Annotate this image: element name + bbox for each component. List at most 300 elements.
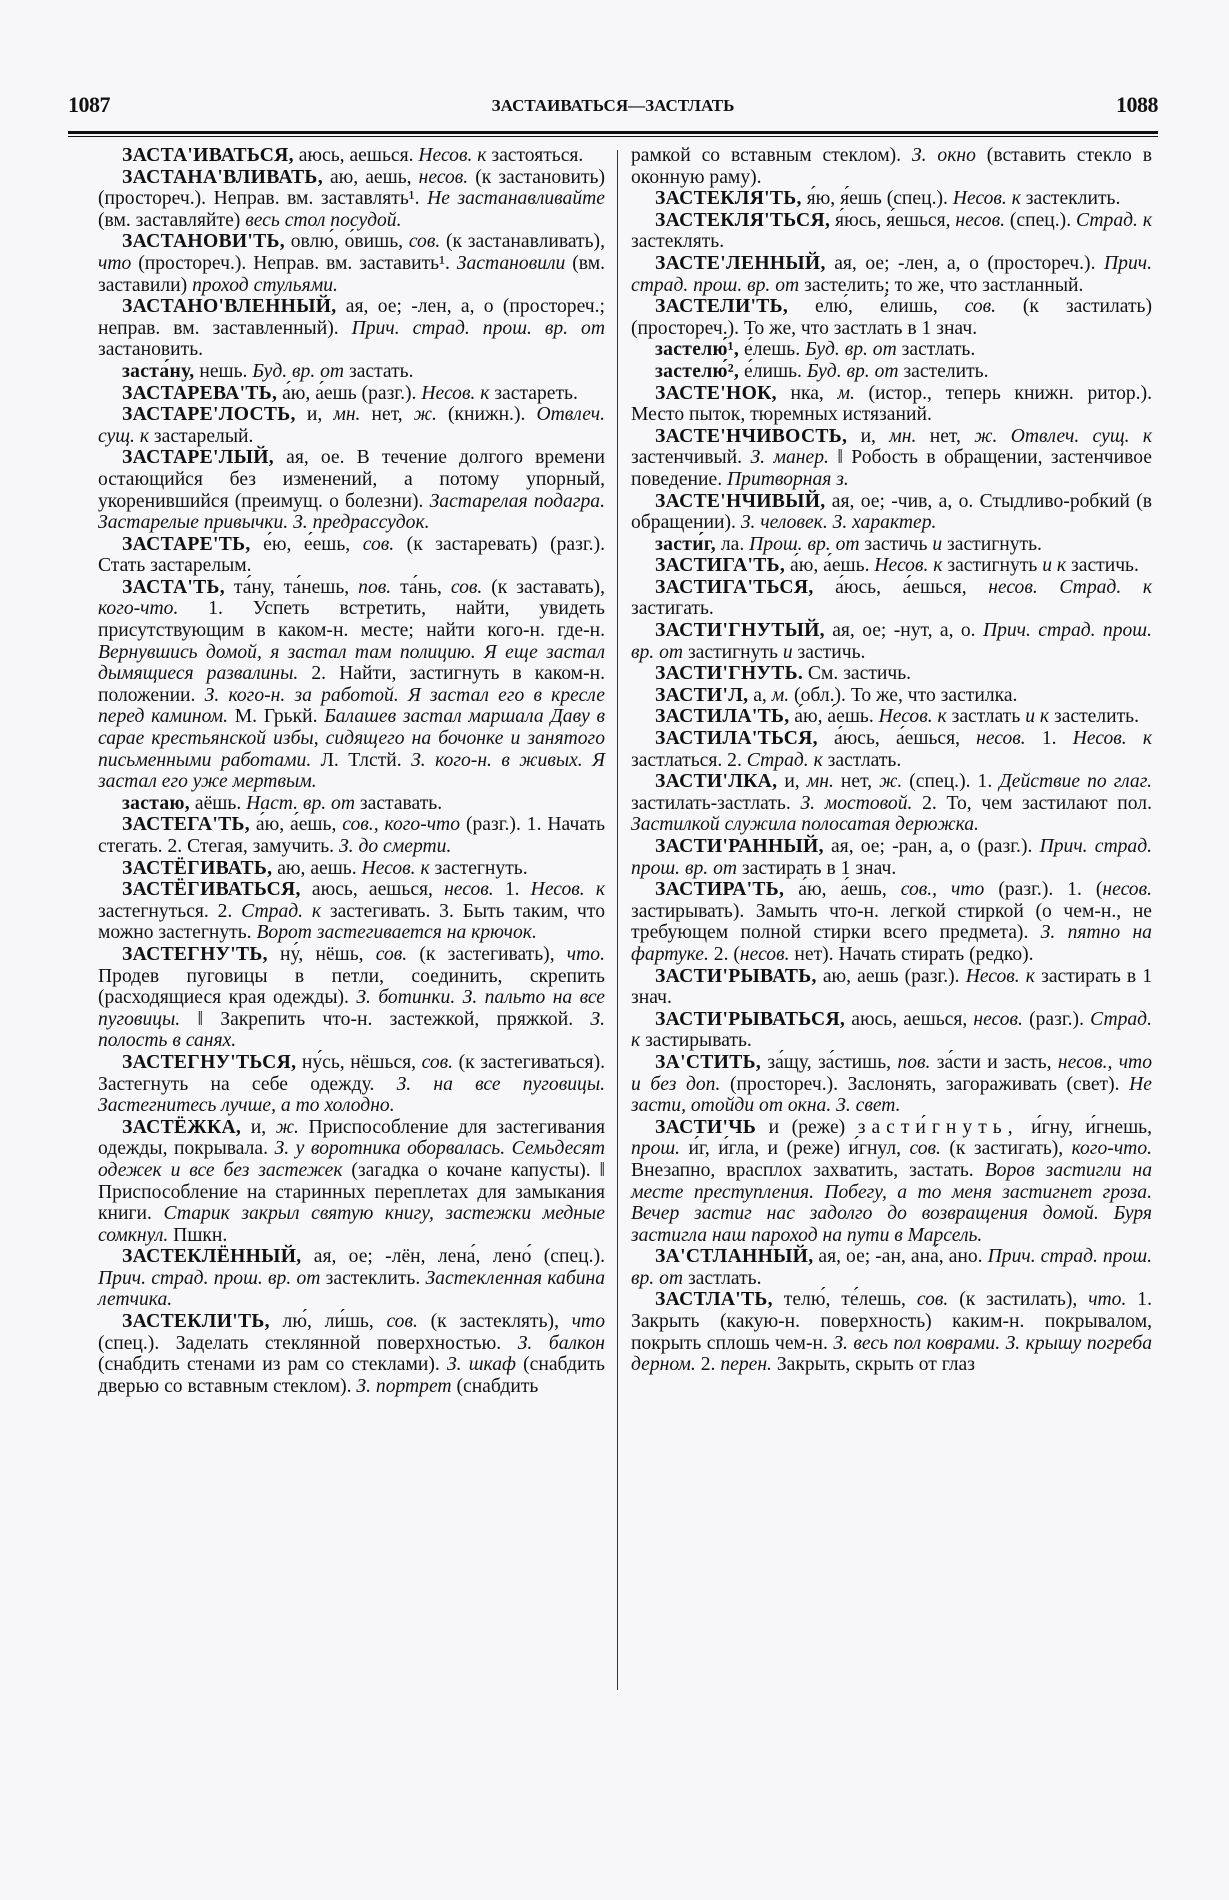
italic-text: кого-что. — [1071, 1138, 1153, 1160]
italic-text: ж. — [879, 771, 903, 793]
dictionary-entry — [98, 814, 605, 857]
entry-text: 1. Успеть встретить, найти, увидеть присутствующим в каком-н. месте; найти кого-н. где-н. — [98, 598, 605, 642]
entry-text: (вставить стекло в оконную раму). — [631, 145, 1152, 188]
headword: ЗА'СТИТЬ, — [655, 1051, 762, 1073]
headword: ЗАСТЕКЛЯ'ТЬ, — [655, 188, 802, 210]
italic-text: Буд. вр. от — [805, 339, 897, 361]
entry-text: я́ю, я́ешь (спец.). — [801, 188, 953, 210]
headword: ЗАСТЁГИВАТЬСЯ, — [122, 879, 301, 901]
italic-text: Страд. к — [746, 749, 823, 771]
italic-text: З. пятно на фартуке. — [631, 922, 1152, 965]
entry-text: (к застановить) (простореч.). Неправ. вм. заставлять¹. — [98, 166, 605, 210]
entry-text: (книжн.). — [436, 404, 537, 426]
entry-text: нет). Начать стирать (редко). — [789, 943, 1034, 965]
headword: застелю́², — [655, 360, 740, 382]
italic-text: Застилкой служила полосатая дерюжка. — [631, 814, 979, 836]
dictionary-entry — [98, 944, 605, 1052]
headword: ЗАСТЕ'НЧИВОСТЬ, — [655, 425, 848, 447]
headword: ЗАСТЕКЛЁННЫЙ, — [122, 1246, 302, 1268]
running-title: ЗАСТАИВАТЬСЯ—ЗАСТЛАТЬ — [491, 96, 735, 115]
entry-text: См. застичь. — [803, 663, 912, 685]
dictionary-entry — [631, 253, 1152, 296]
dictionary-entry — [98, 404, 605, 447]
entry-text: застирать в 1 знач. — [631, 965, 1153, 1009]
column-divider — [617, 150, 618, 1690]
italic-text: Действие по глаг. — [999, 771, 1153, 793]
dictionary-entry — [631, 1009, 1152, 1052]
entry-text: застигнуть — [942, 555, 1043, 577]
entry-text: (к застанавливать), — [440, 231, 605, 253]
dictionary-entry — [98, 361, 605, 383]
headword: ЗАСТИ'ЛКА, — [655, 771, 778, 793]
italic-text: Не засти, отойди от окна. З. свет. — [631, 1073, 1153, 1117]
dictionary-entry — [98, 145, 605, 167]
headword: ЗАСТЕЛИ'ТЬ, — [655, 296, 789, 318]
entry-text: (к застилать), — [948, 1289, 1089, 1311]
entry-text: (загадка о кочане капусты). ‖ Приспособление на старинных переплетах для замыкания книги. — [98, 1159, 605, 1225]
italic-text: З. кого-н. за работой. Я застал его в кресле перед камином. — [98, 684, 605, 728]
dictionary-entry — [98, 534, 605, 577]
entry-text: ну́сь, нёшься, — [296, 1051, 422, 1073]
entry-text: я́юсь, я́ешься, — [830, 209, 956, 231]
italic-text: Страд. к — [241, 900, 322, 922]
entry-text: нет, — [833, 771, 880, 793]
italic-text: Несов. к — [874, 555, 943, 577]
italic-text: несов. — [976, 728, 1026, 750]
italic-text: Отвлеч. сущ. к — [98, 404, 605, 447]
headword: ЗАСТАРЕВА'ТЬ, — [122, 382, 278, 404]
italic-text: несов. — [739, 943, 790, 965]
italic-text: что. — [566, 943, 605, 965]
column-left — [98, 145, 605, 1397]
entry-text: аюсь, аешься, — [845, 1008, 974, 1030]
entry-text: (к застегивать), — [407, 943, 567, 965]
entry-text: застигнуть. — [942, 533, 1042, 555]
dictionary-entry — [631, 534, 1152, 556]
italic-text: Прич. страд. прош. вр. от — [631, 252, 1152, 296]
italic-text: несов. — [955, 209, 1005, 231]
headword: ЗАСТАРЕ'ЛОСТЬ, — [122, 404, 296, 426]
spaced-text: засти́гнуть, — [857, 1116, 1019, 1138]
italic-text: З. человек. З. характер. — [740, 512, 937, 534]
entry-text: а́ю, а́ешь. — [785, 555, 875, 577]
entry-text: (спец.). 1. — [902, 771, 1000, 793]
headword: ЗАСТЛА'ТЬ, — [655, 1289, 773, 1311]
entry-text: (к застегиваться). Застегнуть на себе одежду. — [98, 1051, 605, 1095]
entry-text: 2. ( — [708, 943, 740, 965]
entry-text: застирывать). Замыть что-н. легкой стиркой (о чем-н., не требующем полной стирки всего предмета). — [631, 900, 1152, 944]
entry-text: застлать. — [683, 1267, 762, 1289]
entry-text: а́ю, а́ешь (разг.). — [277, 382, 422, 404]
entry-text: и, — [847, 425, 890, 447]
entry-text: и́гну, и́гнешь, — [1018, 1116, 1152, 1138]
italic-text: проход стульями. — [192, 274, 338, 296]
italic-text: сов. — [909, 1138, 941, 1160]
headword: ЗА'СТЛАННЫЙ, — [655, 1246, 814, 1268]
entry-text: (истор., теперь книжн. ритор.). Место пыток, тюремных истязаний. — [631, 382, 1152, 426]
entry-text: застояться. — [486, 145, 584, 166]
entry-text: 2. То, чем застилают пол. — [912, 792, 1152, 814]
entry-text: застегнуться. 2. — [98, 900, 242, 922]
entry-text: застлать. — [896, 339, 976, 361]
entry-text: ‖ Робость в обращении, застенчивое поведение. — [631, 447, 1152, 490]
entry-text: а́юсь, а́ешься, — [813, 576, 989, 598]
dictionary-entry — [98, 793, 605, 815]
entry-text: аёшь. — [190, 792, 247, 814]
entry-text: ла. — [715, 533, 750, 555]
headword: ЗАСТАРЕ'ТЬ, — [122, 533, 251, 555]
headword: ЗАСТИ'РАННЫЙ, — [655, 836, 824, 857]
italic-text: м. — [837, 382, 855, 404]
italic-text: З. кого-н. в живых. Я застал его уже мертвым. — [98, 749, 605, 793]
dictionary-entry — [631, 685, 1152, 707]
entry-text: 1. Закрыть (какую-н. поверхность) каким-н. покрывалом, покрыть сплошь чем-н. — [631, 1289, 1153, 1354]
entry-text: е́ю, е́ешь, — [250, 533, 363, 555]
entry-text: ая, ое; -ран, а, о (разг.). — [823, 836, 1040, 857]
entry-text: (вм. заставляйте) — [98, 209, 246, 231]
entry-text: застегивать. 3. Быть таким, что можно застегнуть. — [98, 900, 605, 944]
entry-text: застарелый. — [149, 425, 254, 447]
entry-text: и, — [241, 1116, 276, 1138]
entry-text: аюсь, аешься. — [293, 145, 419, 166]
italic-text: З. весь пол коврами. З. крышу погреба дерном. — [631, 1332, 1152, 1376]
entry-text: (простореч.). Неправ. вм. заставить¹. — [131, 252, 457, 274]
headword: ЗАСТАНОВИ'ТЬ, — [122, 231, 285, 253]
italic-text: Притворная з. — [727, 468, 849, 490]
entry-text: а́ю, а́ешь, — [784, 879, 901, 901]
italic-text: и к — [1025, 706, 1050, 728]
dictionary-entry — [631, 620, 1152, 663]
italic-text: Несов. к — [418, 145, 487, 166]
dictionary-entry — [98, 1117, 605, 1247]
entry-text: и́г, и́гла, и (реже) и́гнул, — [680, 1138, 910, 1160]
entry-text: 2. Найти, застигнуть в каком-н. положении. — [98, 663, 605, 706]
headword: ЗАСТА'ИВАТЬСЯ, — [122, 145, 294, 166]
headword: ЗАСТЕГА'ТЬ, — [122, 814, 250, 836]
italic-text: пов. — [358, 576, 392, 598]
entry-text: (вм. заставили) — [98, 252, 605, 296]
entry-text: (обл.). То же, что застилка. — [789, 684, 1018, 706]
headword: ЗАСТА'ТЬ, — [122, 576, 225, 598]
entry-text: застеклить. — [1020, 188, 1121, 210]
entry-text: и, — [777, 771, 807, 793]
dictionary-entry — [631, 1289, 1152, 1375]
headword: ЗАСТЕГНУ'ТЬ, — [122, 943, 268, 965]
dictionary-entry — [631, 706, 1152, 728]
italic-text: сов. — [408, 231, 441, 253]
italic-text: что. — [1088, 1289, 1127, 1311]
italic-text: Несов. к — [421, 382, 490, 404]
entry-text: (к застаревать) (разг.). Стать застарелым. — [98, 533, 605, 577]
entry-text: застирать в 1 знач. — [737, 857, 897, 879]
italic-text: З. портрет — [356, 1375, 452, 1397]
italic-text: ж. — [275, 1116, 299, 1138]
italic-text: прош. — [631, 1138, 681, 1160]
entry-text: (к застеклять), — [417, 1311, 572, 1333]
italic-text: З. до смерти. — [338, 836, 452, 857]
headword: застелю́¹, — [655, 339, 740, 361]
entry-text: Внезапно, врасплох захватить, застать. — [631, 1159, 985, 1181]
entry-text: (снабдить дверью со вставным стеклом). — [98, 1354, 605, 1397]
entry-text: е́лишь. — [739, 360, 807, 382]
entry-text: рамкой со вставным стеклом). — [631, 145, 912, 166]
entry-text: застичь. — [792, 641, 866, 663]
entry-text: ая, ое; -лён, лена́, лено́ (спец.). — [301, 1246, 605, 1268]
entry-text: застелить. — [1049, 706, 1140, 728]
dictionary-entry — [98, 167, 605, 232]
italic-text: Прич. страд. прош. вр. от — [631, 836, 1153, 879]
entry-text: застигнуть — [683, 641, 783, 663]
italic-text: сов., кого-что — [342, 814, 461, 836]
dictionary-entry — [631, 426, 1152, 491]
italic-text: сов., что — [900, 879, 985, 901]
italic-text: Балашев застал маршала Даву в сарае крестьянской избы, сидящего на бочонке и занятого письменными работами. — [98, 706, 606, 771]
italic-text: м. — [771, 684, 790, 706]
entry-text: ая, ое. В течение долгого времени остающийся без изменений, а потому упорный, укоренившийся (преимущ. о болезни). — [98, 447, 605, 512]
entry-text: застичь. — [1066, 555, 1139, 577]
headword: ЗАСТИЛА'ТЬСЯ, — [655, 728, 818, 750]
italic-text: Страд. к — [631, 1008, 1152, 1052]
italic-text: что — [98, 252, 132, 274]
entry-text: застеклять. — [631, 231, 725, 253]
italic-text: и — [782, 641, 793, 663]
entry-text: Л. Тлстй. — [311, 749, 412, 771]
italic-text: Несов. к — [530, 879, 605, 901]
italic-text: перен. — [720, 1354, 772, 1376]
headword: ЗАСТИГА'ТЬСЯ, — [655, 576, 814, 598]
italic-text: З. окно — [911, 145, 976, 166]
headword: ЗАСТЕГНУ'ТЬСЯ, — [122, 1051, 297, 1073]
italic-text: что — [571, 1311, 605, 1333]
entry-text: нет, — [360, 404, 414, 426]
entry-text: аю, аешь (разг.). — [816, 965, 966, 987]
headword: ЗАСТАНО'ВЛЕННЫЙ, — [122, 296, 337, 318]
entry-text: 1. — [1025, 728, 1073, 750]
entry-text: застелить; то же, что застланный. — [799, 274, 1084, 296]
entry-text: а́юсь, а́ешься, — [817, 728, 977, 750]
italic-text: Прич. страд. прош. вр. от — [631, 620, 1152, 663]
entry-text: заставать. — [355, 792, 443, 814]
italic-text: несов. — [973, 1008, 1023, 1030]
entry-text: (снабдить — [451, 1375, 539, 1397]
entry-text: аюсь, аешься, — [300, 879, 445, 901]
italic-text: и — [932, 533, 943, 555]
italic-text: Наст. вр. от — [246, 792, 356, 814]
entry-text: ая, ое; -нут, а, о. — [824, 620, 983, 642]
italic-text: пов. — [897, 1051, 931, 1073]
dictionary-entry — [631, 836, 1152, 879]
entry-text: Приспособление для застегивания одежды, покрывала. — [98, 1116, 605, 1160]
italic-text: З. ботинки. З. пальто на все пуговицы. — [98, 987, 605, 1030]
entry-text: Пшкн. — [168, 1224, 228, 1246]
entry-text: застигать. — [631, 598, 714, 620]
entry-text: Закрыть, скрыть от глаз — [771, 1354, 975, 1376]
entry-text: (разг.). 1. ( — [984, 879, 1103, 901]
page-number-right: 1088 — [1116, 92, 1158, 117]
entry-text: застенчивый. — [631, 447, 751, 469]
dictionary-entry — [631, 339, 1152, 361]
entry-text: а́ю, а́ешь. — [789, 706, 879, 728]
entry-text: (разг.). — [1022, 1008, 1091, 1030]
headword: ЗАСТЕ'НОК, — [655, 382, 777, 404]
entry-text: застлать — [946, 706, 1026, 728]
entry-text: застановить. — [98, 339, 204, 361]
dictionary-entry — [631, 663, 1152, 685]
entry-text: застилать-застлать. — [631, 792, 801, 814]
headword: ЗАСТЕ'ЛЕННЫЙ, — [655, 252, 826, 274]
italic-text: Прич. страд. прош. вр. от — [351, 317, 605, 339]
entry-text: аю, аешь. — [272, 857, 362, 879]
italic-text: мн. — [889, 425, 917, 447]
entry-text: е́лешь. — [739, 339, 806, 361]
italic-text: кого-что. — [98, 598, 179, 620]
dictionary-entry — [631, 879, 1152, 965]
headword: ЗАСТИРА'ТЬ, — [655, 879, 785, 901]
entry-text: и, — [295, 404, 334, 426]
italic-text: Несов. к — [1072, 728, 1152, 750]
italic-text: Вернувшись домой, я застал там полицию. Я еще застал дымящиеся развалины. — [98, 641, 605, 685]
italic-text: З. полость в санях. — [98, 1008, 605, 1052]
entry-text: ая, ое; -лен, а, о (простореч.; неправ. вм. заставленный). — [98, 296, 605, 339]
header-rule-thin — [68, 136, 1158, 137]
entry-text: овлю́, о́вишь, — [284, 231, 409, 253]
entry-text: застелить. — [898, 360, 989, 382]
dictionary-entry — [98, 383, 605, 405]
entry-text: нет, — [916, 425, 975, 447]
dictionary-entry — [631, 555, 1152, 577]
dictionary-entry — [631, 1052, 1152, 1117]
italic-text: Буд. вр. от — [252, 360, 345, 382]
italic-text: сов. — [375, 943, 408, 965]
entry-text: застичь — [859, 533, 933, 555]
dictionary-entry — [631, 296, 1152, 339]
entry-text: застать. — [344, 360, 414, 382]
entry-text: а, — [748, 684, 772, 706]
headword: ЗАСТИ'РЫВАТЬСЯ, — [655, 1008, 846, 1030]
italic-text: Несов. к — [878, 706, 947, 728]
dictionary-entry — [631, 1117, 1152, 1247]
entry-text: застареть. — [489, 382, 578, 404]
entry-text: ая, ое; -ан, ана́, ано. — [813, 1246, 988, 1268]
italic-text: З. манер. — [750, 447, 829, 469]
headword: заста́ну, — [122, 360, 195, 382]
entry-text: нка, — [776, 382, 838, 404]
italic-text: ж. Отвлеч. сущ. к — [974, 425, 1152, 447]
dictionary-entry — [98, 1246, 605, 1311]
italic-text: несов. — [1102, 879, 1152, 901]
entry-text: та́нь, — [391, 576, 451, 598]
italic-text: мн. — [333, 404, 361, 426]
dictionary-entry — [98, 231, 605, 296]
dictionary-entry — [631, 728, 1152, 771]
dictionary-entry — [98, 858, 605, 880]
dictionary-entry — [631, 771, 1152, 836]
headword: ЗАСТЕКЛИ'ТЬ, — [122, 1311, 270, 1333]
dictionary-entry — [98, 577, 605, 793]
entry-text: (к застилать) (простореч.). То же, что застлать в 1 знач. — [631, 296, 1153, 339]
entry-text: за́сти и засть, — [930, 1051, 1058, 1073]
headword: ЗАСТЕ'НЧИВЫЙ, — [655, 490, 826, 512]
italic-text: несов. Страд. к — [988, 576, 1152, 598]
headword: ЗАСТИ'ГНУТЫЙ, — [655, 620, 825, 642]
entry-text: ‖ Закрепить что-н. застежкой, пряжкой. — [180, 1008, 591, 1030]
headword: засти́г, — [655, 533, 716, 555]
entry-text: (разг.). 1. Начать стегать. 2. Стегая, замучить. — [98, 814, 606, 857]
italic-text: ж. — [413, 404, 437, 426]
entry-text: застегнуть. — [429, 857, 528, 879]
page-number-left: 1087 — [68, 92, 110, 117]
entry-text: (простореч.). Заслонять, загораживать (свет). — [720, 1073, 1130, 1095]
headword: ЗАСТАРЕ'ЛЫЙ, — [122, 447, 274, 469]
entry-text: (к застигать), — [940, 1138, 1072, 1160]
italic-text: сов. — [450, 576, 483, 598]
entry-text: ая, ое; -чив, а, о. Стыдливо-робкий (в обращении). — [631, 490, 1152, 534]
italic-text: сов. — [964, 296, 997, 318]
dictionary-entry — [631, 577, 1152, 620]
entry-text: (спец.). Заделать стеклянной поверхностью. — [98, 1332, 518, 1354]
entry-text: застлаться. 2. — [631, 749, 747, 771]
italic-text: мн. — [806, 771, 834, 793]
entry-text: застлать. — [822, 749, 902, 771]
dictionary-entry — [631, 361, 1152, 383]
entry-text: 2. — [695, 1354, 721, 1376]
italic-text: несов., что и без доп. — [631, 1051, 1152, 1095]
headword: ЗАСТИ'РЫВАТЬ, — [655, 965, 817, 987]
entry-text: (к заставать), — [482, 576, 605, 598]
entry-text: елю́, е́лишь, — [788, 296, 965, 318]
headword: ЗАСТИ'ГНУТЬ. — [655, 663, 804, 685]
entry-text: (спец.). — [1004, 209, 1077, 231]
dictionary-entry — [98, 1052, 605, 1117]
headword: ЗАСТЁГИВАТЬ, — [122, 857, 273, 879]
italic-text: З. на все пуговицы. Застегнитесь лучше, а то холодно. — [98, 1073, 605, 1117]
entry-text: телю́, те́лешь, — [772, 1289, 917, 1311]
headword: застаю, — [122, 792, 190, 814]
entry-text: М. Грькй. — [228, 706, 325, 728]
dictionary-entry — [631, 145, 1152, 188]
italic-text: сов. — [386, 1311, 418, 1333]
italic-text: Прош. вр. от — [749, 533, 860, 555]
italic-text: З. шкаф — [446, 1354, 516, 1376]
entry-text: та́ну, та́нешь, — [224, 576, 359, 598]
dictionary-entry — [98, 879, 605, 944]
dictionary-entry — [98, 1311, 605, 1397]
italic-text: Застекленная кабина летчика. — [98, 1267, 606, 1311]
italic-text: Старик закрыл святую книгу, застежки медные сомкнул. — [98, 1203, 605, 1246]
headword: ЗАСТИЛА'ТЬ, — [655, 706, 790, 728]
dictionary-entry — [98, 296, 605, 361]
header-rule-thick — [68, 131, 1158, 134]
italic-text: Не застанавливайте — [427, 188, 605, 210]
dictionary-entry — [631, 491, 1152, 534]
italic-text: сов. — [916, 1289, 949, 1311]
italic-text: весь стол посудой. — [245, 209, 402, 231]
italic-text: Застановили — [456, 252, 566, 274]
entry-text: (снабдить стенами из рам со стеклами). — [98, 1354, 447, 1376]
dictionary-entry — [631, 1246, 1152, 1289]
italic-text: Несов. к — [952, 188, 1021, 210]
headword: ЗАСТИ'Л, — [655, 684, 749, 706]
entry-text: и (реже) — [756, 1116, 858, 1138]
italic-text: З. мостовой. — [800, 792, 913, 814]
dictionary-entry — [631, 966, 1152, 1009]
italic-text: Прич. страд. прош. вр. от — [98, 1267, 321, 1289]
entry-text: 1. — [493, 879, 531, 901]
italic-text: З. балкон — [517, 1332, 605, 1354]
entry-text: ну́, нёшь, — [267, 943, 376, 965]
entry-text: нешь. — [194, 360, 253, 382]
italic-text: несов. — [418, 166, 469, 188]
